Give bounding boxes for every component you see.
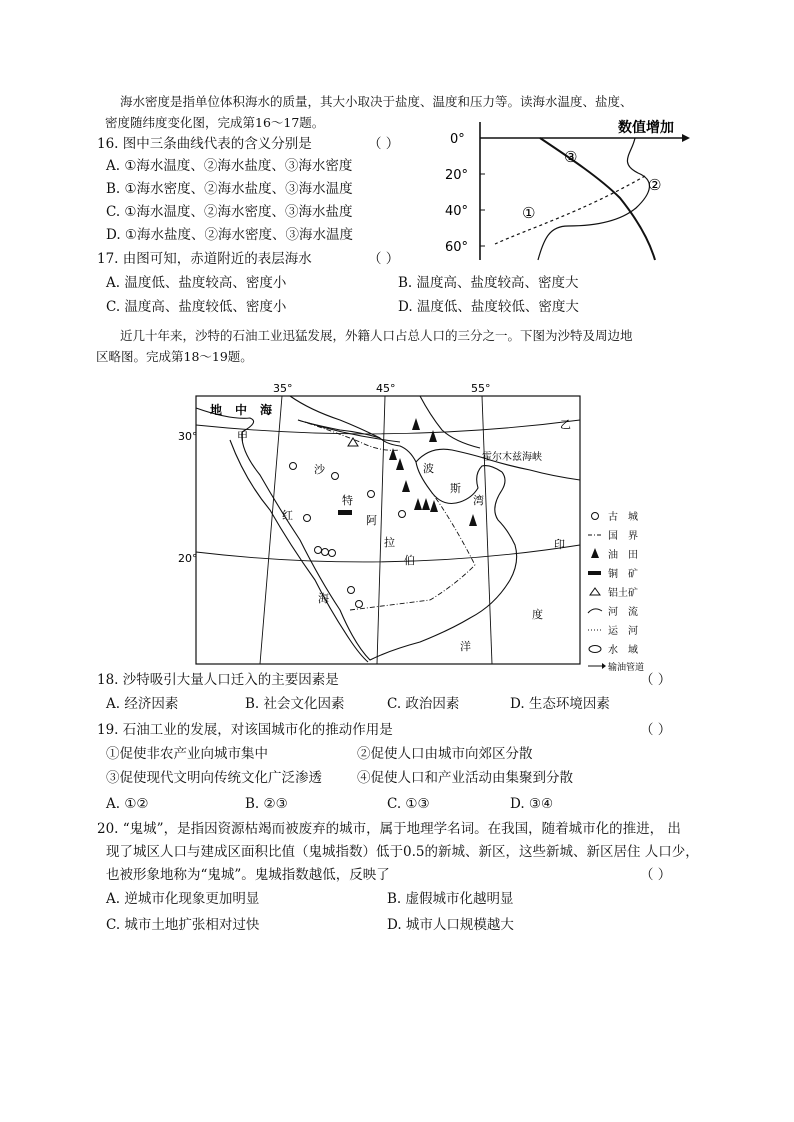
legend-bauxite: 铝土矿 (608, 588, 638, 599)
legend-old-city: 古 城 (608, 512, 638, 523)
q20-option-b[interactable]: B. 虚假城市化越明显 (387, 891, 514, 907)
label-persian-gulf-1: 波 (423, 462, 434, 475)
q20-line-2: 现了城区人口与建成区面积比值（鬼城指数）低于0.5的新城、新区，这些新城、新区居住 人口少， (106, 844, 699, 860)
intro-2-line-2: 区略图。完成第18～19题。 (96, 349, 253, 364)
q19-item-3: ③促使现代文明向传统文化广泛渗透 (106, 770, 322, 786)
q17-option-b[interactable]: B. 温度高、盐度较高、密度大 (398, 275, 579, 291)
lon-label-35: 35° (273, 382, 293, 395)
lat-label-20: 20° (445, 168, 469, 183)
map-legend (588, 510, 644, 673)
ocean-property-figure (440, 118, 690, 264)
label-jia: 甲 (237, 430, 248, 443)
label-india-2: 度 (532, 608, 543, 621)
national-borders (298, 420, 475, 610)
label-saudi-2: 特 (342, 494, 353, 507)
q16-option-a[interactable]: A. ①海水温度、②海水盐度、③海水密度 (106, 158, 353, 174)
legend-water: 水 域 (608, 645, 638, 656)
copper-mine (338, 510, 352, 515)
label-saudi-5: 伯 (404, 554, 415, 567)
q18-paren: （ ） (640, 672, 672, 688)
intro-2-line-1: 近几十年来，沙特的石油工业迅猛发展，外籍人口占总人口的三分之一。下图为沙特及周边地 (120, 328, 633, 343)
q18-option-c[interactable]: C. 政治因素 (387, 696, 460, 712)
curve-label-1: ① (522, 204, 536, 222)
q19-stem: 19. 石油工业的发展，对该国城市化的推动作用是 (97, 722, 393, 738)
map-graticule (196, 396, 580, 664)
map-frame (196, 396, 580, 664)
lat-label-30: 30° (178, 430, 198, 443)
value-axis-arrow (682, 134, 690, 142)
legend-oil-field: 油 田 (608, 550, 638, 561)
curve-label-2: ② (648, 176, 662, 194)
q19-option-a[interactable]: A. ①② (106, 796, 149, 812)
intro-1-line-2: 密度随纬度变化图，完成第16～17题。 (105, 115, 325, 130)
q20-option-d[interactable]: D. 城市人口规模越大 (387, 917, 514, 933)
curve-2-salinity (538, 138, 649, 260)
legend-canal: 运 河 (608, 626, 638, 637)
label-red-sea-1: 红 (282, 509, 293, 522)
figure-title: 数值增加 (618, 120, 674, 136)
bauxite-mine (348, 438, 358, 446)
curve-label-3: ③ (564, 148, 578, 166)
label-mediterranean-3: 海 (260, 403, 273, 417)
saudi-arabia-map (178, 380, 680, 673)
label-yi: 乙 (560, 418, 571, 431)
q16-paren: （ ） (368, 136, 400, 152)
q20-option-c[interactable]: C. 城市土地扩张相对过快 (106, 917, 260, 933)
label-ocean: 洋 (460, 640, 471, 653)
lat-label-40: 40° (445, 204, 469, 219)
q19-option-b[interactable]: B. ②③ (245, 796, 288, 812)
q20-line-3: 也被形象地称为“鬼城”。鬼城指数越低，反映了 (106, 867, 390, 883)
q19-paren: （ ） (640, 722, 672, 738)
q16-option-d[interactable]: D. ①海水盐度、②海水密度、③海水温度 (106, 227, 354, 243)
q17-paren: （ ） (368, 251, 400, 267)
lat-label-20: 20° (178, 552, 198, 565)
label-mediterranean-2: 中 (235, 403, 248, 417)
q17-stem: 17. 由图可知，赤道附近的表层海水 (97, 251, 312, 267)
q18-option-d[interactable]: D. 生态环境因素 (510, 696, 610, 712)
q19-item-4: ④促使人口和产业活动由集聚到分散 (357, 770, 573, 786)
curve-1-density (495, 176, 645, 244)
q19-option-c[interactable]: C. ①③ (387, 796, 430, 812)
q18-stem: 18. 沙特吸引大量人口迁入的主要因素是 (97, 672, 339, 688)
q19-option-d[interactable]: D. ③④ (510, 796, 554, 812)
label-saudi-4: 拉 (384, 536, 395, 549)
q17-option-d[interactable]: D. 温度低、盐度较低、密度大 (398, 299, 579, 315)
q18-option-b[interactable]: B. 社会文化因素 (245, 696, 345, 712)
legend-pipeline: 输油管道 (608, 663, 645, 673)
lat-label-0: 0° (450, 132, 465, 147)
old-cities (290, 463, 406, 608)
label-mediterranean-1: 地 (210, 403, 223, 417)
q17-option-a[interactable]: A. 温度低、盐度较高、密度小 (106, 275, 287, 291)
curve-3-temperature (540, 138, 655, 260)
lon-label-45: 45° (376, 382, 396, 395)
label-saudi-1: 沙 (314, 463, 325, 476)
q16-option-c[interactable]: C. ①海水温度、②海水密度、③海水盐度 (106, 204, 353, 220)
label-india-1: 印 (554, 538, 565, 551)
label-persian-gulf-3: 湾 (473, 494, 484, 507)
label-hormuz: 霍尔木兹海峡 (482, 452, 542, 463)
label-persian-gulf-2: 斯 (450, 482, 461, 495)
legend-river: 河 流 (608, 607, 638, 618)
q17-option-c[interactable]: C. 温度高、盐度较低、密度小 (106, 299, 287, 315)
q18-option-a[interactable]: A. 经济因素 (106, 696, 179, 712)
label-red-sea-2: 海 (318, 592, 329, 605)
legend-border: 国 界 (608, 531, 638, 542)
intro-1-line-1: 海水密度是指单位体积海水的质量，其大小取决于盐度、温度和压力等。读海水温度、盐度、 (120, 94, 633, 109)
legend-copper: 铜 矿 (608, 569, 638, 580)
q19-item-1: ①促使非农产业向城市集中 (106, 746, 268, 762)
coastline (196, 396, 580, 662)
lat-label-60: 60° (445, 240, 469, 255)
lon-label-55: 55° (471, 382, 491, 395)
q19-item-2: ②促使人口由城市向郊区分散 (357, 746, 533, 762)
label-saudi-3: 阿 (366, 514, 377, 527)
q16-stem: 16. 图中三条曲线代表的含义分别是 (97, 136, 312, 152)
q20-paren: （ ） (640, 867, 672, 883)
q16-option-b[interactable]: B. ①海水密度、②海水盐度、③海水温度 (106, 181, 353, 197)
q20-line-1: 20. “鬼城”，是指因资源枯竭而被废弃的城市，属于地理学名词。在我国，随着城市化的推进， 出 (97, 821, 681, 837)
q20-option-a[interactable]: A. 逆城市化现象更加明显 (106, 891, 260, 907)
